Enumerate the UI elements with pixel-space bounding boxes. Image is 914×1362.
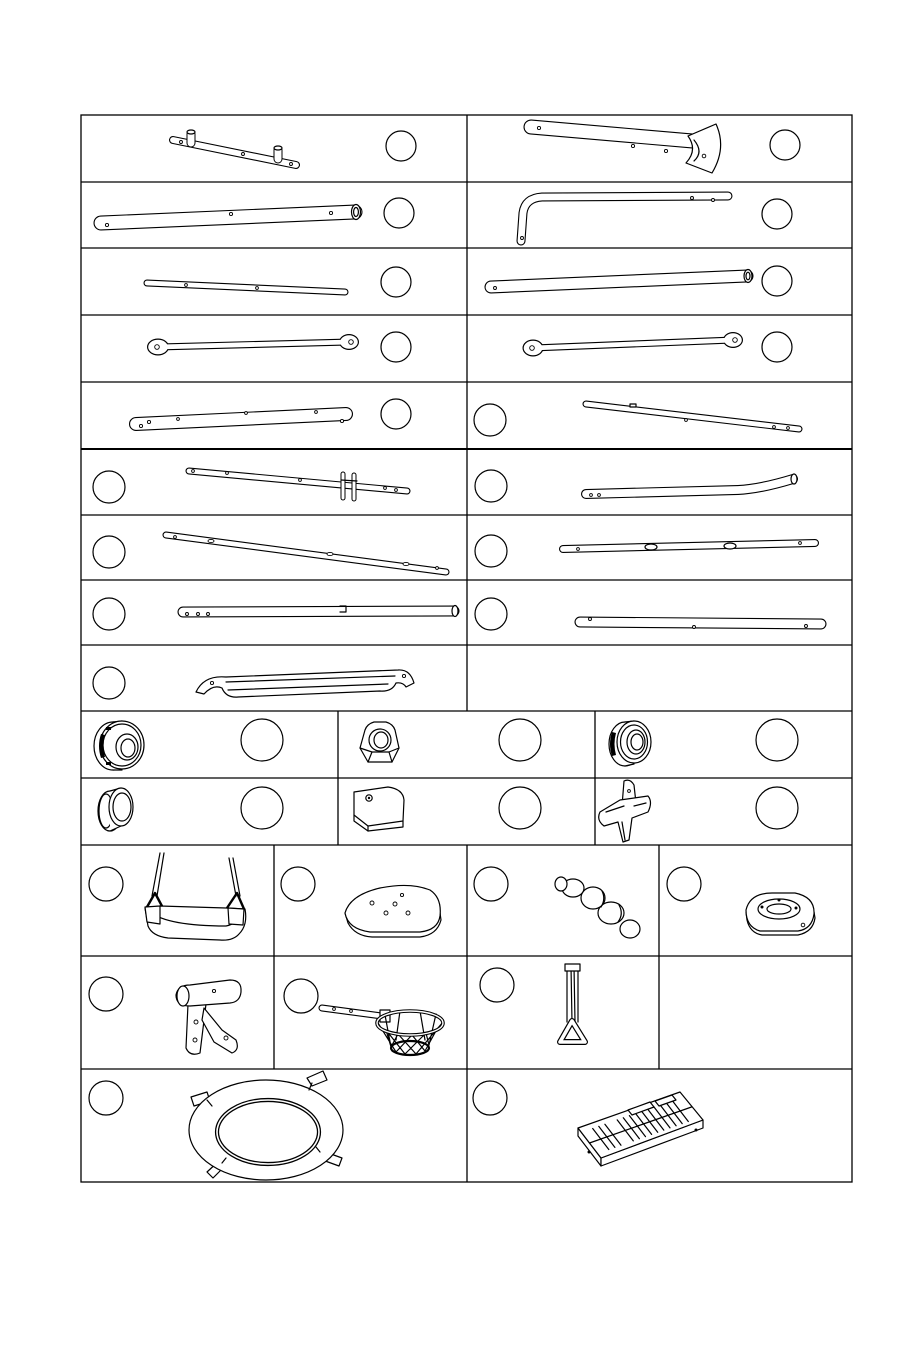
drilled-tube-icon (136, 411, 346, 428)
part-number-circle (770, 130, 800, 160)
part-number-circle (241, 719, 283, 761)
trapeze-handle-icon (560, 964, 585, 1042)
grooved-ring-cap-icon (94, 721, 144, 770)
long-open-tube-icon (101, 205, 361, 227)
part-number-circle (89, 867, 123, 901)
square-plate-icon (354, 787, 404, 831)
part-number-circle (89, 977, 123, 1011)
part-number-circle (381, 332, 411, 362)
bent-tube-icon (521, 196, 729, 241)
part-number-circle (480, 968, 514, 1002)
part-number-circle (473, 1081, 507, 1115)
slotted-tube-icon (563, 542, 815, 551)
part-number-circle (381, 399, 411, 429)
ring-cap-icon (609, 721, 651, 766)
t-clamp-icon (176, 980, 241, 1054)
part-number-circle (241, 787, 283, 829)
part-number-circle (93, 536, 125, 568)
part-number-circle (93, 471, 125, 503)
tube-with-end-bracket-icon (531, 124, 721, 173)
trampoline-pad-icon (189, 1071, 343, 1180)
knotted-climbing-rope-icon (555, 877, 640, 938)
part-number-circle (386, 131, 416, 161)
straight-tube-icon (580, 618, 821, 629)
part-number-circle (667, 867, 701, 901)
part-number-circle (499, 787, 541, 829)
basketball-hoop-icon (322, 1008, 443, 1055)
part-number-circle (474, 404, 506, 436)
cylinder-cap-icon (98, 788, 133, 831)
part-number-circle (756, 787, 798, 829)
step-box-icon (578, 1092, 703, 1166)
part-number-circle (475, 470, 507, 502)
part-number-circle (281, 867, 315, 901)
flat-link-bar-icon (523, 332, 744, 357)
part-number-circle (381, 267, 411, 297)
part-number-circle (93, 667, 125, 699)
part-number-circle (284, 979, 318, 1013)
part-number-circle (762, 266, 792, 296)
three-way-connector-icon (599, 780, 651, 842)
sleeve-tube-icon (183, 606, 458, 617)
thin-tube-icon (147, 283, 345, 292)
channel-bracket-icon (196, 670, 414, 697)
saddle-seat-icon (345, 885, 441, 937)
part-number-circle (93, 598, 125, 630)
cone-bushing-icon (360, 722, 399, 762)
part-number-circle (89, 1081, 123, 1115)
flat-link-bar-icon (147, 334, 359, 356)
pedal-disc-icon (746, 893, 815, 935)
thin-drilled-tube-icon (586, 404, 799, 429)
part-number-circle (474, 867, 508, 901)
part-number-circle (384, 198, 414, 228)
part-number-circle (756, 719, 798, 761)
swing-seat-icon (145, 853, 246, 940)
angled-end-tube-icon (586, 474, 797, 496)
part-number-circle (499, 719, 541, 761)
part-number-circle (475, 535, 507, 567)
open-end-tube-icon (491, 270, 752, 290)
part-number-circle (762, 199, 792, 229)
part-number-circle (475, 598, 507, 630)
long-slotted-tube-icon (166, 535, 446, 572)
crossbar-with-sleeves-icon (173, 130, 296, 166)
part-number-circle (762, 332, 792, 362)
tube-with-clamp-icon (189, 470, 407, 499)
